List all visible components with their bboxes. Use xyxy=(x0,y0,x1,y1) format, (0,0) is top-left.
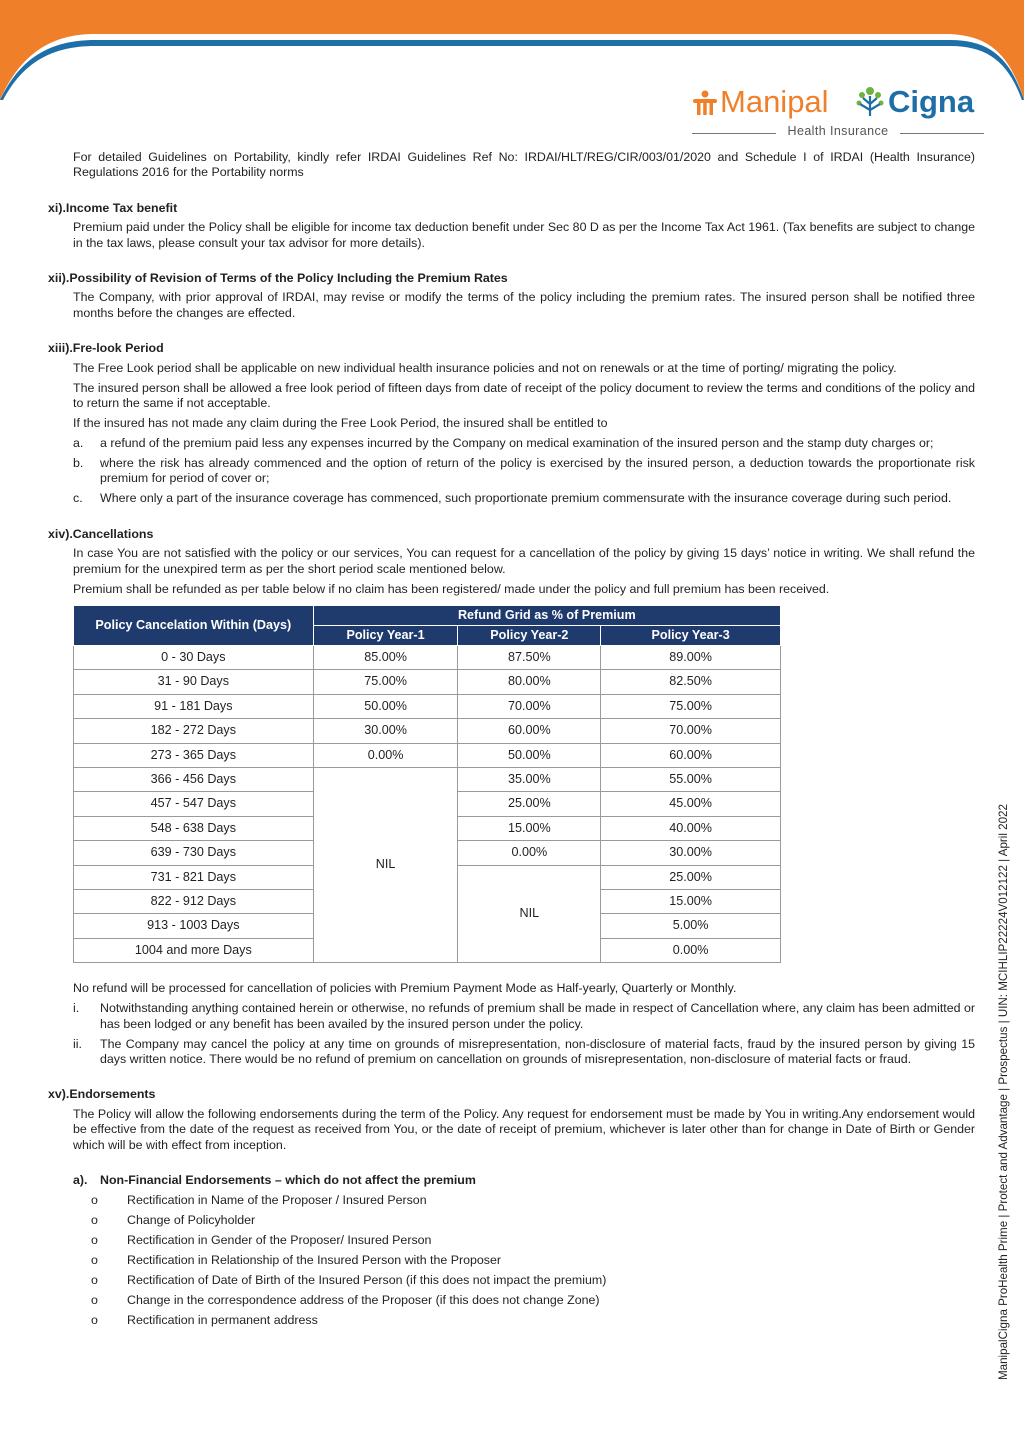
table-cell: 5.00% xyxy=(601,914,781,938)
table-cell: 25.00% xyxy=(458,792,601,816)
table-row xyxy=(74,719,781,743)
table-cell: 70.00% xyxy=(601,719,781,743)
list-marker: b. xyxy=(73,456,84,471)
table-cell: 548 - 638 Days xyxy=(74,816,314,840)
brand-name-manipal: Manipal xyxy=(720,84,829,119)
bullet: o xyxy=(91,1313,98,1328)
table-cell: 80.00% xyxy=(458,670,601,694)
list-text: Where only a part of the insurance coverage has commenced, such proportionate premium commensurate with the insurance coverage during such period. xyxy=(100,491,952,506)
table-cell: 55.00% xyxy=(601,768,781,792)
section-body: In case You are not satisfied with the policy or our services, You can request for a cancellation of the policy by giving 15 days’ notice in writing. We shall refund the premium for the unexpired term as per the short period scale mentioned below. xyxy=(73,546,975,576)
table-cell: 15.00% xyxy=(601,890,781,914)
bullet: o xyxy=(91,1193,98,1208)
bullet: o xyxy=(91,1253,98,1268)
list-item xyxy=(48,1001,975,1032)
table-cell: 89.00% xyxy=(601,646,781,670)
table-row xyxy=(74,694,781,718)
section-title: Endorsements xyxy=(69,1087,156,1102)
list-text: Rectification in Name of the Proposer / Insured Person xyxy=(127,1193,427,1208)
list-text: Notwithstanding anything contained herein or otherwise, no refunds of premium shall be made in respect of Cancellation where, any claim has been admitted or has been lodged or any benefit has been availed by the insured person under the policy. xyxy=(100,1001,975,1031)
brand-name-cigna: Cigna xyxy=(888,84,975,119)
manipal-mark-icon xyxy=(692,90,718,116)
list-item xyxy=(48,1253,975,1268)
list-item xyxy=(48,456,975,487)
section-body: Premium shall be refunded as per table below if no claim has been registered/ made under the policy and full premium has been received. xyxy=(73,581,830,596)
table-cell-nil: NIL xyxy=(458,865,601,963)
list-text: Rectification in permanent address xyxy=(127,1313,318,1328)
section-body: No refund will be processed for cancellation of policies with Premium Payment Mode as Half-yearly, Quarterly or Monthly. xyxy=(73,981,737,996)
table-cell: 91 - 181 Days xyxy=(74,694,314,718)
list-marker: ii. xyxy=(73,1036,82,1051)
table-header-year: Policy Year-1 xyxy=(313,626,458,646)
table-cell-nil: NIL xyxy=(313,768,458,963)
table-cell: 31 - 90 Days xyxy=(74,670,314,694)
table-cell: 639 - 730 Days xyxy=(74,841,314,865)
table-cell: 0.00% xyxy=(601,938,781,962)
section-number: xii). xyxy=(48,271,70,286)
table-cell: 60.00% xyxy=(458,719,601,743)
list-text: The Company may cancel the policy at any time on grounds of misrepresentation, non-disclosure of material facts, fraud by the insured person by giving 15 days written notice. There would be no refund of premium on cancellation on grounds of misrepresentation, non-disclosure of material facts or fraud. xyxy=(100,1036,975,1066)
section-body: The Company, with prior approval of IRDAI, may revise or modify the terms of the policy including the premium rates. The insured person shall be notified three months before the changes are effected. xyxy=(73,290,975,320)
section-heading-endorsements xyxy=(48,1087,975,1102)
side-footer-text: ManipalCigna ProHealth Prime | Protect and Advantage | Prospectus | UIN: MCIHLIP22224V012122 | April 2022 xyxy=(997,804,1010,1380)
table-cell: 87.50% xyxy=(458,646,601,670)
list-item xyxy=(48,1313,975,1328)
list-item xyxy=(48,1037,975,1068)
section-body: Premium paid under the Policy shall be eligible for income tax deduction benefit under Sec 80 D as per the Income Tax Act 1961. (Tax benefits are subject to change in the tax laws, please consult your tax advisor for more details). xyxy=(73,220,975,250)
table-cell: 0.00% xyxy=(458,841,601,865)
subsection-heading xyxy=(48,1173,975,1188)
list-item xyxy=(48,491,975,506)
brand-logo xyxy=(692,84,984,144)
table-cell: 273 - 365 Days xyxy=(74,743,314,767)
section-heading-cancellations xyxy=(48,527,975,542)
table-cell: 50.00% xyxy=(313,694,458,718)
table-row xyxy=(74,768,781,792)
table-cell: 75.00% xyxy=(601,694,781,718)
section-body: If the insured has not made any claim during the Free Look Period, the insured shall be entitled to xyxy=(73,416,608,431)
section-body: The Free Look period shall be applicable on new individual health insurance policies and not on renewals or at the time of porting/ migrating the policy. xyxy=(73,360,897,375)
refund-grid-table xyxy=(73,605,781,963)
table-cell: 15.00% xyxy=(458,816,601,840)
table-header-year: Policy Year-2 xyxy=(458,626,601,646)
section-number: xiii). xyxy=(48,341,73,356)
bullet: o xyxy=(91,1213,98,1228)
table-cell: 30.00% xyxy=(601,841,781,865)
section-heading-tax xyxy=(48,201,975,216)
table-cell: 913 - 1003 Days xyxy=(74,914,314,938)
list-text: Rectification in Gender of the Proposer/ Insured Person xyxy=(127,1233,432,1248)
bullet: o xyxy=(91,1273,98,1288)
table-header-year: Policy Year-3 xyxy=(601,626,781,646)
section-title: Possibility of Revision of Terms of the Policy Including the Premium Rates xyxy=(69,271,508,286)
section-number: xv). xyxy=(48,1087,70,1102)
table-cell: 182 - 272 Days xyxy=(74,719,314,743)
list-marker: c. xyxy=(73,491,83,506)
list-item xyxy=(48,1233,975,1248)
table-row xyxy=(74,646,781,670)
table-cell: 731 - 821 Days xyxy=(74,865,314,889)
table-cell: 70.00% xyxy=(458,694,601,718)
table-row xyxy=(74,670,781,694)
list-item xyxy=(48,1293,975,1308)
table-cell: 366 - 456 Days xyxy=(74,768,314,792)
list-marker: i. xyxy=(73,1001,80,1016)
table-cell: 60.00% xyxy=(601,743,781,767)
section-body: The insured person shall be allowed a free look period of fifteen days from date of receipt of the policy document to review the terms and conditions of the policy and to return the same if not acceptable. xyxy=(73,380,975,411)
section-number: xiv). xyxy=(48,526,73,541)
list-item xyxy=(48,1273,975,1288)
section-body: The Policy will allow the following endorsements during the term of the Policy. Any request for endorsement must be made by You in writing.Any endorsement would be effective from the date of the request as received from You, or the date of receipt of premium, whichever is later other than for change in Date of Birth or Gender which will be with effect from inception. xyxy=(73,1106,975,1152)
table-cell: 0 - 30 Days xyxy=(74,646,314,670)
list-text: Change of Policyholder xyxy=(127,1213,256,1228)
table-cell: 50.00% xyxy=(458,743,601,767)
section-heading-freelook xyxy=(48,341,975,356)
list-text: where the risk has already commenced and the option of return of the policy is exercised by the insured person, a deduction towards the proportionate risk premium for period of cover or; xyxy=(100,456,975,486)
table-header-group: Refund Grid as % of Premium xyxy=(313,606,780,626)
table-cell: 0.00% xyxy=(313,743,458,767)
table-row xyxy=(74,743,781,767)
table-cell: 85.00% xyxy=(313,646,458,670)
table-cell: 45.00% xyxy=(601,792,781,816)
table-cell: 1004 and more Days xyxy=(74,938,314,962)
page-content xyxy=(48,150,975,1333)
list-marker: a. xyxy=(73,436,84,451)
list-text: Change in the correspondence address of the Proposer (if this does not change Zone) xyxy=(127,1293,600,1308)
list-marker: a). xyxy=(73,1173,88,1188)
list-text: Rectification of Date of Birth of the Insured Person (if this does not impact the premium) xyxy=(127,1273,607,1288)
section-title: Income Tax benefit xyxy=(65,200,178,215)
section-number: xi). xyxy=(48,200,66,215)
table-header-days: Policy Cancelation Within (Days) xyxy=(74,606,314,646)
table-cell: 30.00% xyxy=(313,719,458,743)
subsection-title: Non-Financial Endorsements – which do not affect the premium xyxy=(100,1173,476,1188)
table-cell: 82.50% xyxy=(601,670,781,694)
bullet: o xyxy=(91,1293,98,1308)
bullet: o xyxy=(91,1233,98,1248)
list-text: a refund of the premium paid less any expenses incurred by the Company on medical examination of the insured person and the stamp duty charges or; xyxy=(100,436,934,451)
table-cell: 75.00% xyxy=(313,670,458,694)
list-item xyxy=(48,436,975,451)
section-title: Fre-look Period xyxy=(72,341,164,356)
section-title: Cancellations xyxy=(72,526,154,541)
tree-icon xyxy=(855,84,885,118)
table-cell: 457 - 547 Days xyxy=(74,792,314,816)
table-cell: 40.00% xyxy=(601,816,781,840)
section-heading-revision xyxy=(48,271,975,286)
table-cell: 822 - 912 Days xyxy=(74,890,314,914)
table-cell: 35.00% xyxy=(458,768,601,792)
brand-tagline: Health Insurance xyxy=(692,124,984,138)
list-text: Rectification in Relationship of the Insured Person with the Proposer xyxy=(127,1253,501,1268)
list-item xyxy=(48,1193,975,1208)
portability-note: For detailed Guidelines on Portability, kindly refer IRDAI Guidelines Ref No: IRDAI/HLT/REG/CIR/003/01/2020 and Schedule I of IRDAI (Health Insurance) Regulations 2016 for the Portability norms xyxy=(73,150,975,180)
list-item xyxy=(48,1213,975,1228)
table-cell: 25.00% xyxy=(601,865,781,889)
